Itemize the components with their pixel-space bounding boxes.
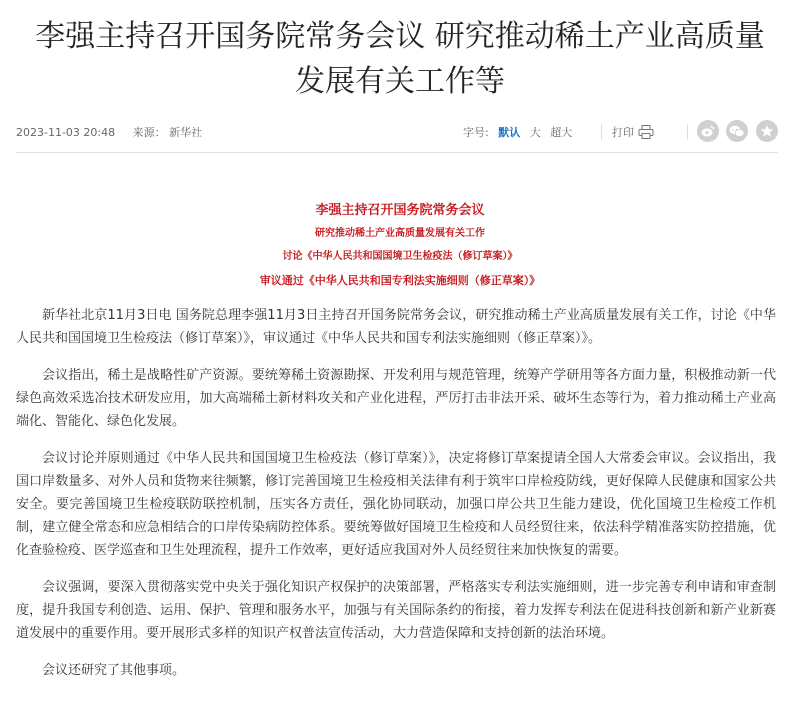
meta-divider (687, 124, 688, 140)
font-size-label: 字号: (463, 126, 489, 139)
article-meta-bar (0, 120, 800, 146)
weibo-glyph (701, 125, 715, 137)
paragraph: 会议指出，稀土是战略性矿产资源。要统筹稀土资源勘探、开发利用与规范管理，统筹产学研用等各方面力量，积极推动新一代绿色高效采选冶技术研发应用，加大高端稀土新材料攻关和产业化进程，严厉打击非法开采、破坏生态等行为，着力推动稀土产业高端化、智能化、绿色化发展。 (16, 368, 776, 429)
wechat-glyph (729, 125, 745, 138)
weibo-icon[interactable] (697, 120, 719, 142)
meta-divider (601, 124, 602, 140)
title-line-1: 李强主持召开国务院常务会议 研究推动稀土产业高质量 (35, 19, 765, 54)
headline-main: 李强主持召开国务院常务会议 (315, 203, 485, 218)
publish-info (16, 124, 216, 140)
font-size-switcher (463, 124, 578, 140)
print-label: 打印 (612, 126, 634, 139)
headline-sub-1: 研究推动稀土产业高质量发展有关工作 (315, 228, 485, 239)
headline-sub-2: 讨论《中华人民共和国国境卫生检疫法（修订草案）》 (282, 251, 518, 262)
article-body (16, 304, 776, 696)
paragraph: 会议强调，要深入贯彻落实党中央关于强化知识产权保护的决策部署，严格落实专利法实施细则，进一步完善专利申请和审查制度，提升我国专利创造、运用、保护、管理和服务水平，加强与有关国际条约的衔接，着力发挥专利法在促进科技创新和新产业新赛道发展中的重要作用。要开展形式多样的知识产权普法宣传活动，大力营造保障和支持创新的法治环境。 (16, 580, 776, 641)
font-size-default[interactable]: 默认 (498, 126, 521, 139)
paragraph: 会议还研究了其他事项。 (42, 663, 186, 678)
article-source: 来源： 新华社 (132, 126, 203, 139)
font-size-xlarge[interactable]: 超大 (550, 126, 573, 139)
print-button[interactable] (612, 124, 654, 140)
printer-icon (638, 125, 654, 139)
wechat-icon[interactable] (726, 120, 748, 142)
paragraph: 新华社北京11月3日电 国务院总理李强11月3日主持召开国务院常务会议，研究推动稀土产业高质量发展有关工作，讨论《中华人民共和国国境卫生检疫法（修订草案）》，审议通过《中华人民共和国专利法实施细则（修正草案）》。 (16, 308, 776, 346)
publish-date: 2023-11-03 20:48 (16, 126, 116, 139)
title-line-2: 发展有关工作等 (295, 64, 505, 99)
favorite-icon[interactable] (756, 120, 778, 142)
font-size-large[interactable]: 大 (529, 126, 541, 139)
headline-sub-3: 审议通过《中华人民共和国专利法实施细则（修正草案）》 (259, 274, 541, 287)
article-title (0, 14, 800, 104)
paragraph: 会议讨论并原则通过《中华人民共和国国境卫生检疫法（修订草案）》，决定将修订草案提请全国人大常委会审议。会议指出，我国口岸数量多、对外人员和货物来往频繁，修订完善国境卫生检疫相关法律有利于筑牢口岸检疫防线，更好保障人民健康和国家公共安全。要完善国境卫生检疫联防联控机制，压实各方责任，强化协同联动，加强口岸公共卫生能力建设，优化国境卫生检疫工作机制，建立健全常态和应急相结合的口岸传染病防控体系。要统筹做好国境卫生检疫和人员经贸往来，依法科学精准落实防控措施，优化查验检疫、医学巡查和卫生处理流程，提升工作效率，更好适应我国对外人员经贸往来加快恢复的需要。 (16, 451, 776, 558)
meta-divider-line (16, 152, 778, 153)
star-glyph (760, 124, 774, 138)
